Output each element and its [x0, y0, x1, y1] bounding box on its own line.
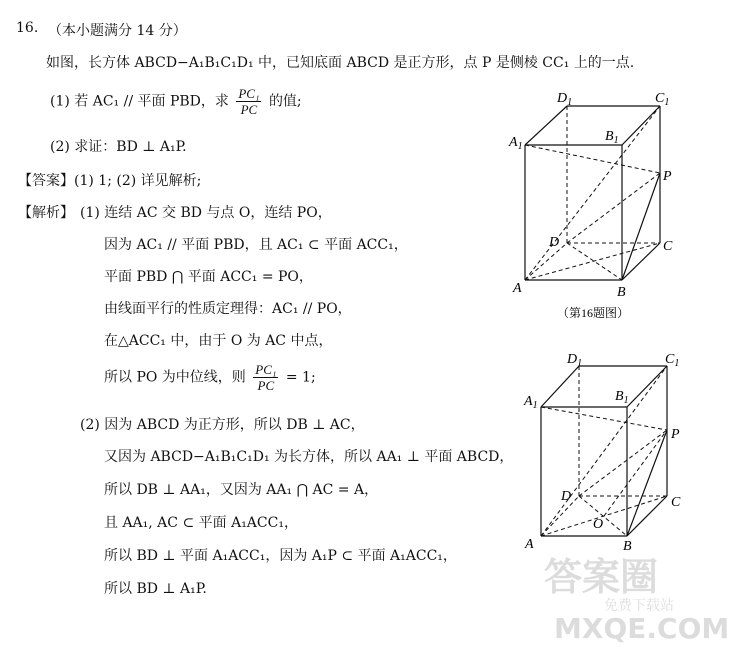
- answer-row: [18, 170, 201, 190]
- fig1-label-D: D: [549, 235, 560, 250]
- fig2-label-C: C: [671, 495, 681, 510]
- analysis-p1-line: 由线面平行的性质定理得：AC₁ // PO，: [104, 301, 352, 317]
- analysis-p2-line: 又因为 ABCD−A₁B₁C₁D₁ 为长方体，所以 AA₁ ⊥ 平面 ABCD，: [104, 449, 514, 465]
- fig1-label-C: C: [663, 239, 673, 254]
- problem-stem: 如图，长方体 ABCD−A₁B₁C₁D₁ 中，已知底面 ABCD 是正方形，点 P 是侧棱 CC₁ 上的一点.: [46, 55, 635, 71]
- analysis-p2-line: 所以 BD ⊥ 平面 A₁ACC₁，因为 A₁P ⊂ 平面 A₁ACC₁，: [104, 548, 457, 564]
- analysis-p1-line: (1) 连结 AC 交 BD 与点 O，连结 PO，: [80, 205, 332, 221]
- fig1-label-A: A: [513, 281, 522, 296]
- analysis-p2-line: (2) 因为 ABCD 为正方形，所以 DB ⊥ AC，: [80, 417, 365, 433]
- conclusion-prefix: 所以 PO 为中位线，则: [104, 369, 246, 386]
- fig2-label-O: O: [593, 517, 604, 532]
- fig2-label-P: P: [671, 427, 680, 442]
- fig2-label-A: A: [525, 537, 534, 552]
- fig2-label-D: D: [561, 489, 572, 504]
- part1-frac-num: PC₁: [238, 86, 260, 101]
- fig1-label-B: B: [617, 285, 626, 300]
- fig1-label-D1: $D_1$: [557, 91, 573, 108]
- watermark-line2: 免费下载站: [604, 598, 674, 614]
- problem-number: 16.: [16, 20, 39, 36]
- answer-label: 【答案】: [18, 173, 74, 189]
- fig2-label-B: B: [623, 539, 632, 554]
- analysis-p2-line: 且 AA₁, AC ⊂ 平面 A₁ACC₁，: [104, 515, 298, 531]
- fig1-label-C1: $C_1$: [655, 91, 670, 108]
- fig2-label-B1: $B_1$: [615, 389, 629, 406]
- conclusion-suffix: = 1;: [285, 369, 316, 386]
- part1-frac-den: PC: [240, 102, 258, 117]
- conclusion-fraction: [253, 362, 278, 393]
- answer-text: (1) 1; (2) 详见解析;: [74, 173, 202, 189]
- fig2-label-C1: $C_1$: [665, 352, 680, 369]
- part1-suffix: 的值;: [268, 93, 302, 110]
- analysis-p1-line: 在△ACC₁ 中，由于 O 为 AC 中点，: [104, 333, 333, 349]
- analysis-p2-line: 所以 DB ⊥ AA₁，又因为 AA₁ ⋂ AC = A，: [104, 482, 379, 498]
- analysis-label: 【解析】: [18, 205, 74, 221]
- fig1-label-A1: $A_1$: [509, 135, 523, 152]
- figure-2-cuboid: [515, 350, 705, 560]
- part1-fraction: [236, 86, 261, 117]
- fig1-label-B1: $B_1$: [605, 129, 619, 146]
- figure-1-caption: （第16题图）: [557, 306, 630, 320]
- conclusion-frac-den: PC: [257, 378, 275, 393]
- watermark-line3: MXQE.COM: [554, 612, 730, 643]
- analysis-p1-line: 因为 AC₁ // 平面 PBD，且 AC₁ ⊂ 平面 ACC₁，: [104, 237, 408, 253]
- analysis-p1-line: 平面 PBD ⋂ 平面 ACC₁ = PO，: [104, 269, 313, 285]
- part1-question: [50, 86, 302, 117]
- fig2-label-A1: $A_1$: [524, 394, 538, 411]
- part2-question: (2) 求证：BD ⊥ A₁P.: [50, 139, 187, 155]
- analysis-p1-conclusion: [104, 362, 316, 393]
- watermark-line1: 答案圈: [544, 555, 659, 599]
- conclusion-frac-num: PC₁: [255, 362, 277, 377]
- analysis-p2-line: 所以 BD ⊥ A₁P.: [104, 581, 207, 597]
- figure-1-cuboid: [505, 88, 695, 328]
- fig1-label-P: P: [663, 169, 672, 184]
- problem-score: （本小题满分 14 分）: [48, 23, 187, 39]
- part1-prefix: (1) 若 AC₁ // 平面 PBD，求: [50, 93, 229, 110]
- watermark: [534, 548, 744, 643]
- fig2-label-D1: $D_1$: [567, 352, 583, 369]
